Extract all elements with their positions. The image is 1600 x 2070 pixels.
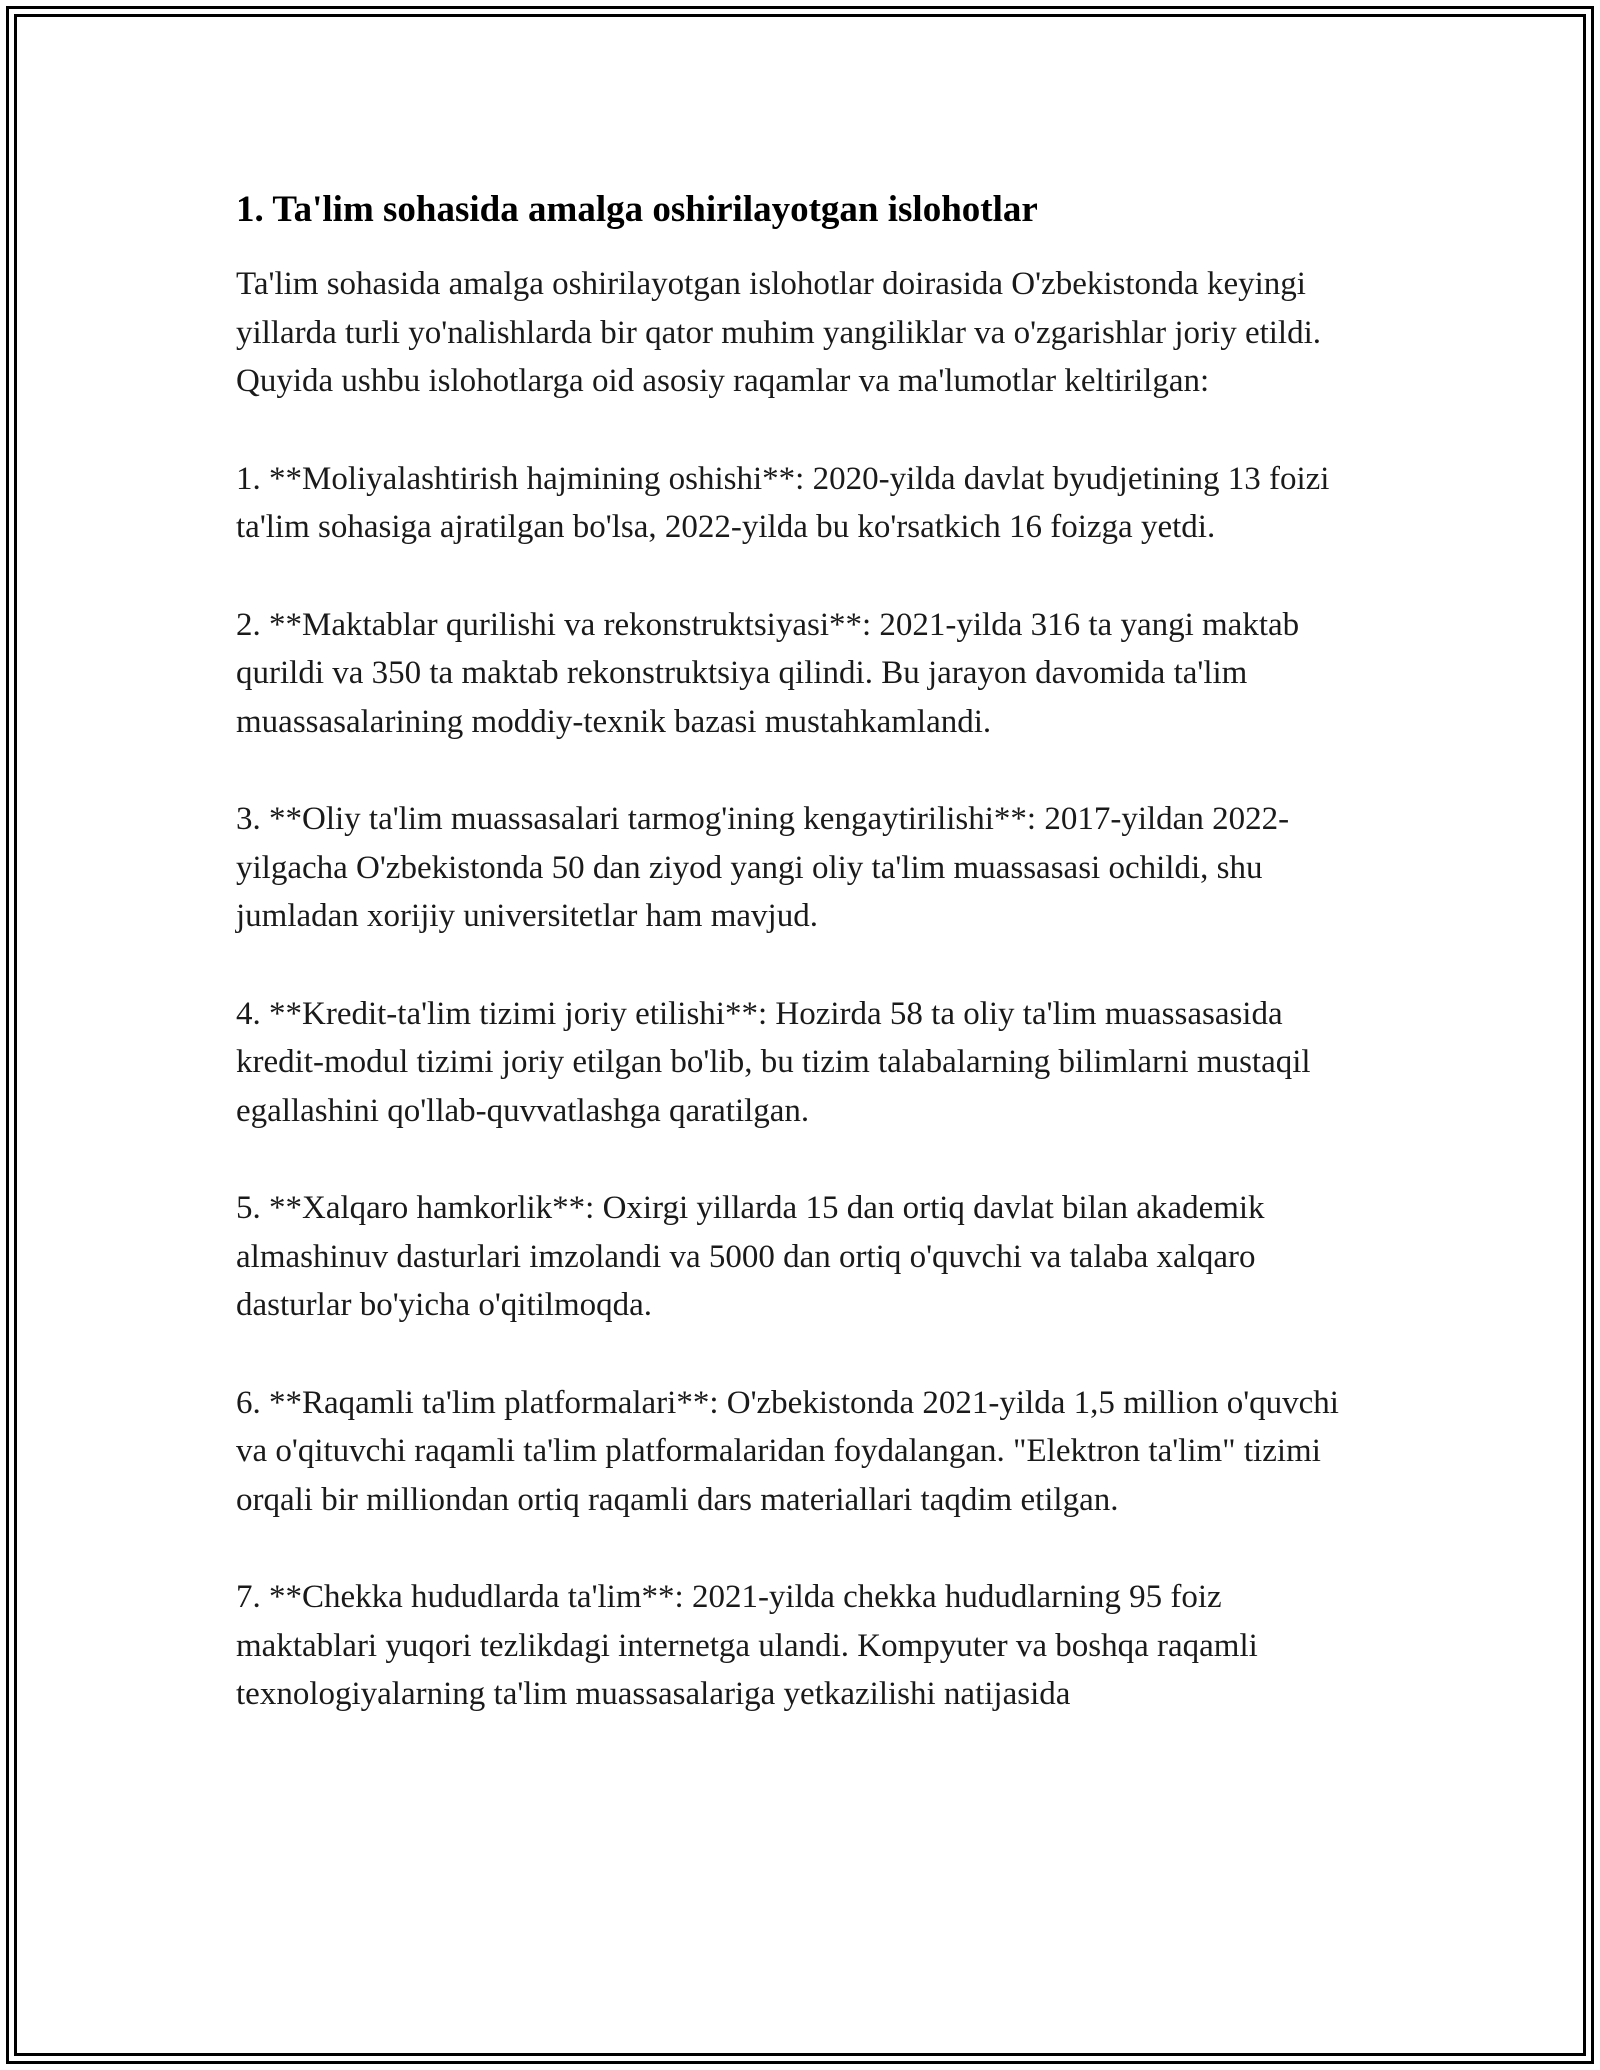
list-item-international-cooperation: 5. **Xalqaro hamkorlik**: Oxirgi yillarda 15 dan ortiq davlat bilan akademik almashinuv dasturlari imzolandi va 5000 dan ortiq o'quvchi va talaba xalqaro dasturlar bo'yicha o'qitilmoqda. [236, 1190, 1265, 1324]
document-body [236, 186, 1366, 1768]
list-item-funding: 1. **Moliyalashtirish hajmining oshishi**: 2020-yilda davlat byudjetining 13 foizi ta'lim sohasiga ajratilgan bo'lsa, 2022-yilda bu ko'rsatkich 16 foizga yetdi. [236, 460, 1330, 546]
list-item-remote-regions: 7. **Chekka hududlarda ta'lim**: 2021-yilda chekka hududlarning 95 foiz maktablari yuqori tezlikdagi internetga ulandi. Kompyuter va boshqa raqamli texnologiyalarning ta'lim muassasalariga yetkazilishi natijasida [236, 1579, 1258, 1713]
list-item-credit-system: 4. **Kredit-ta'lim tizimi joriy etilishi**: Hozirda 58 ta oliy ta'lim muassasasida kredit-modul tizimi joriy etilgan bo'lib, bu tizim talabalarning bilimlarni mustaqil egallashini qo'llab-quvvatlashga qaratilgan. [236, 995, 1311, 1129]
intro-paragraph: Ta'lim sohasida amalga oshirilayotgan islohotlar doirasida O'zbekistonda keyingi yillarda turli yo'nalishlarda bir qator muhim yangiliklar va o'zgarishlar joriy etildi. Quyida ushbu islohotlarga oid asosiy raqamlar va ma'lumotlar keltirilgan: [236, 266, 1322, 400]
section-heading: 1. Ta'lim sohasida amalga oshirilayotgan islohotlar [236, 189, 1038, 230]
list-item-higher-education-network: 3. **Oliy ta'lim muassasalari tarmog'ining kengaytirilishi**: 2017-yildan 2022-yilgacha O'zbekistonda 50 dan ziyod yangi oliy ta'lim muassasasi ochildi, shu jumladan xorijiy universitetlar ham mavjud. [236, 801, 1290, 935]
list-item-school-construction: 2. **Maktablar qurilishi va rekonstruktsiyasi**: 2021-yilda 316 ta yangi maktab qurildi va 350 ta maktab rekonstruktsiya qilindi. Bu jarayon davomida ta'lim muassasalarining moddiy-texnik bazasi mustahkamlandi. [236, 606, 1300, 740]
list-item-digital-platforms: 6. **Raqamli ta'lim platformalari**: O'zbekistonda 2021-yilda 1,5 million o'quvchi va o'qituvchi raqamli ta'lim platformalaridan foydalangan. "Elektron ta'lim" tizimi orqali bir milliondan ortiq raqamli dars materiallari taqdim etilgan. [236, 1384, 1339, 1518]
